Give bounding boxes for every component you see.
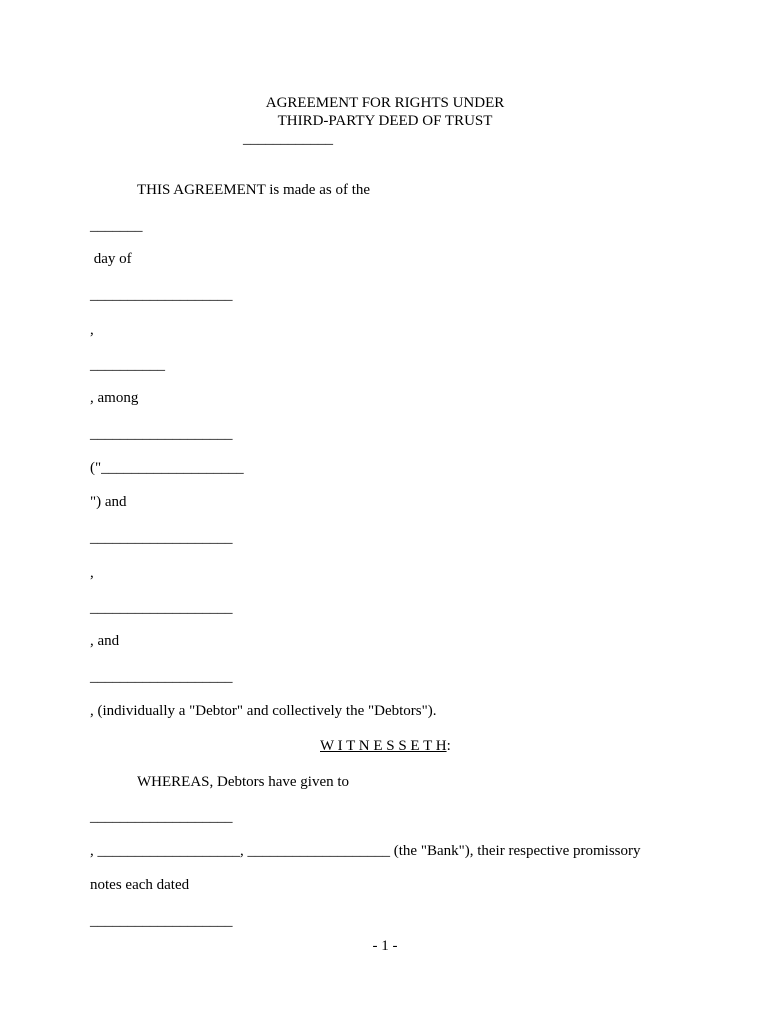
- among-text: , among: [90, 390, 139, 406]
- quote-blank: ("___________________: [90, 460, 244, 476]
- and-text: , and: [90, 633, 120, 649]
- title-line-2: THIRD-PARTY DEED OF TRUST: [277, 113, 493, 129]
- witnesseth-heading: [320, 737, 451, 755]
- quote-and-text: ") and: [90, 494, 127, 510]
- title-blank: ____________: [243, 131, 333, 147]
- title-line-1: AGREEMENT FOR RIGHTS UNDER: [265, 95, 505, 111]
- comma-text: ,: [90, 322, 94, 338]
- blank-bank: ___________________: [90, 809, 233, 825]
- page-number: - 1 -: [372, 938, 398, 954]
- blank-party-3: ___________________: [90, 600, 233, 616]
- blank-date: ___________________: [90, 913, 233, 929]
- comma-text: ,: [90, 565, 94, 581]
- debtors-clause: , (individually a "Debtor" and collectively the "Debtors").: [90, 703, 437, 719]
- blank-year: __________: [90, 357, 165, 373]
- bank-line: , ___________________, ___________________ (the "Bank"), their respective promissory: [90, 843, 641, 859]
- witnesseth-label: W I T N E S S E T H: [320, 738, 447, 754]
- blank-party-1: ___________________: [90, 426, 233, 442]
- notes-dated-text: notes each dated: [90, 877, 190, 893]
- blank-party-2: ___________________: [90, 530, 233, 546]
- blank-day: _______: [90, 218, 143, 234]
- witnesseth-colon: :: [446, 738, 451, 754]
- blank-party-4: ___________________: [90, 669, 233, 685]
- blank-month: ___________________: [90, 287, 233, 303]
- intro-text: THIS AGREEMENT is made as of the: [137, 182, 371, 198]
- day-of-text: day of: [90, 251, 132, 267]
- whereas-text: WHEREAS, Debtors have given to: [137, 774, 350, 790]
